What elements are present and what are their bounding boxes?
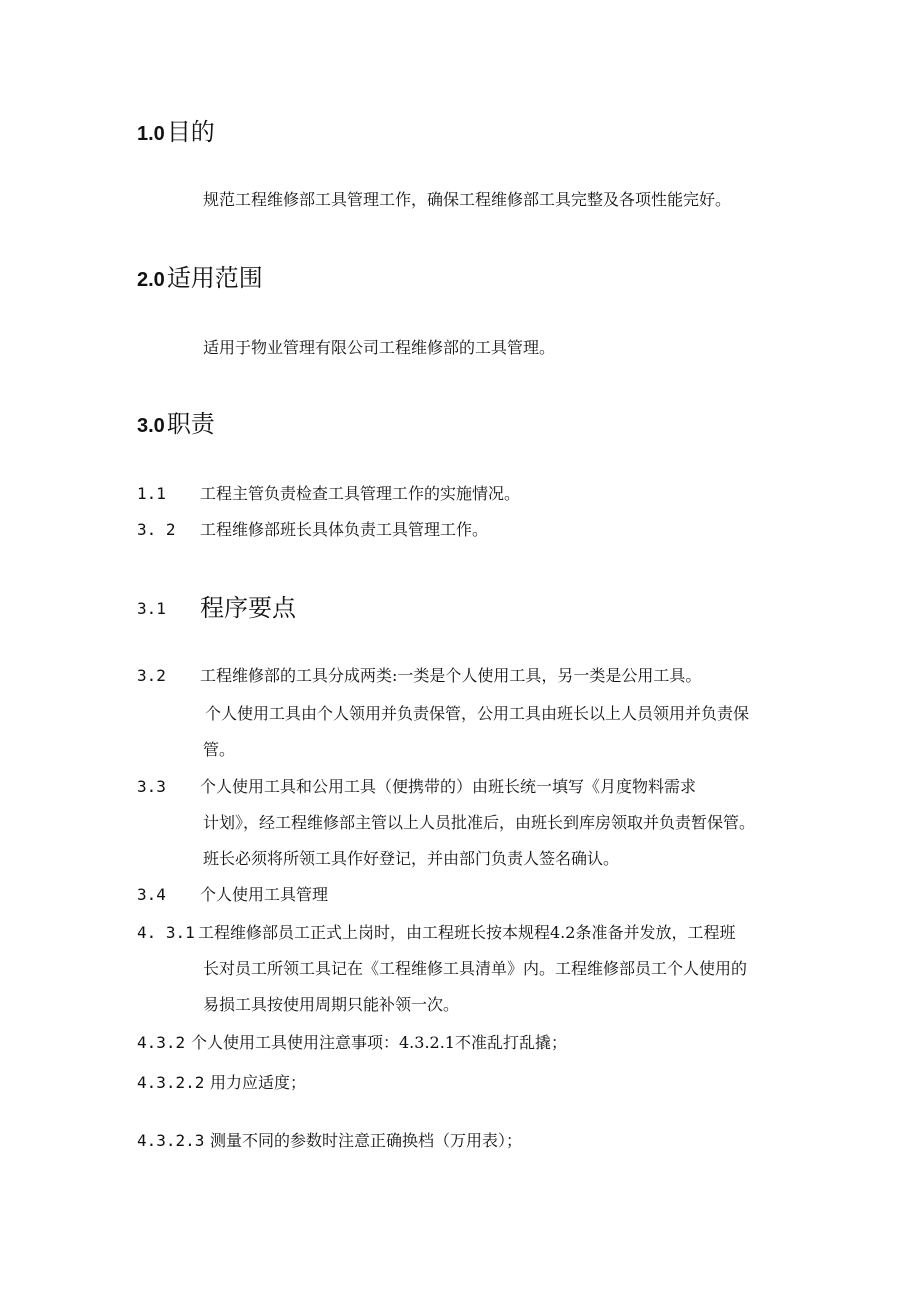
section-title: 职责	[166, 410, 215, 438]
procedure-heading: 程序要点	[200, 594, 296, 622]
item-number: 3.4	[137, 885, 166, 904]
item-text: 工程维修部的工具分成两类:一类是个人使用工具，另一类是公用工具。	[200, 666, 702, 685]
item-text-continuation: 计划》，经工程维修部主管以上人员批准后，由班长到库房领取并负责暂保管。	[203, 813, 756, 832]
item-text-continuation: 长对员工所领工具记在《工程维修工具清单》内。工程维修部员工个人使用的	[203, 959, 748, 978]
item-text: 个人使用工具和公用工具（便携带的）由班长统一填写《月度物料需求	[200, 777, 697, 796]
item-number: 4.3.2.3	[137, 1131, 205, 1150]
item-text-continuation: 班长必须将所领工具作好登记，并由部门负责人签名确认。	[203, 849, 620, 868]
item-text: 工程维修部员工正式上岗时，由工程班长按本规程4.2条准备并发放，工程班	[198, 923, 736, 942]
section-heading-purpose	[137, 120, 215, 144]
item-number: 3.3	[137, 777, 166, 796]
item-text: 个人使用工具使用注意事项：4.3.2.1不准乱打乱撬；	[191, 1033, 567, 1052]
item-number: 3.2	[137, 666, 166, 685]
section-title: 目的	[166, 118, 215, 146]
section-number: 3.0	[137, 415, 165, 437]
item-text: 用力应适度；	[210, 1073, 307, 1092]
section-title: 适用范围	[166, 264, 263, 292]
item-number: 4.3.2.2	[137, 1073, 205, 1092]
item-number: 3.1	[137, 599, 166, 618]
section-number: 2.0	[137, 269, 165, 291]
item-number: 4.3.2	[137, 1033, 186, 1052]
item-number: 3. 2	[137, 520, 176, 539]
scope-paragraph: 适用于物业管理有限公司工程维修部的工具管理。	[203, 338, 556, 357]
item-text: 工程维修部班长具体负责工具管理工作。	[200, 520, 489, 539]
item-number: 4. 3.1	[137, 923, 195, 942]
item-text: 测量不同的参数时注意正确换档（万用表）；	[210, 1131, 523, 1150]
section-heading-responsibilities	[137, 412, 215, 436]
purpose-paragraph: 规范工程维修部工具管理工作，确保工程维修部工具完整及各项性能完好。	[203, 190, 732, 209]
section-heading-scope	[137, 266, 263, 290]
item-text-continuation: 个人使用工具由个人领用并负责保管，公用工具由班长以上人员领用并负责保	[205, 704, 750, 723]
item-text-continuation: 易损工具按使用周期只能补领一次。	[203, 995, 460, 1014]
item-number: 1.1	[137, 484, 166, 503]
section-number: 1.0	[137, 123, 165, 145]
item-text: 个人使用工具管理	[200, 885, 329, 904]
item-text: 工程主管负责检查工具管理工作的实施情况。	[200, 484, 521, 503]
item-text-continuation: 管。	[203, 740, 236, 759]
